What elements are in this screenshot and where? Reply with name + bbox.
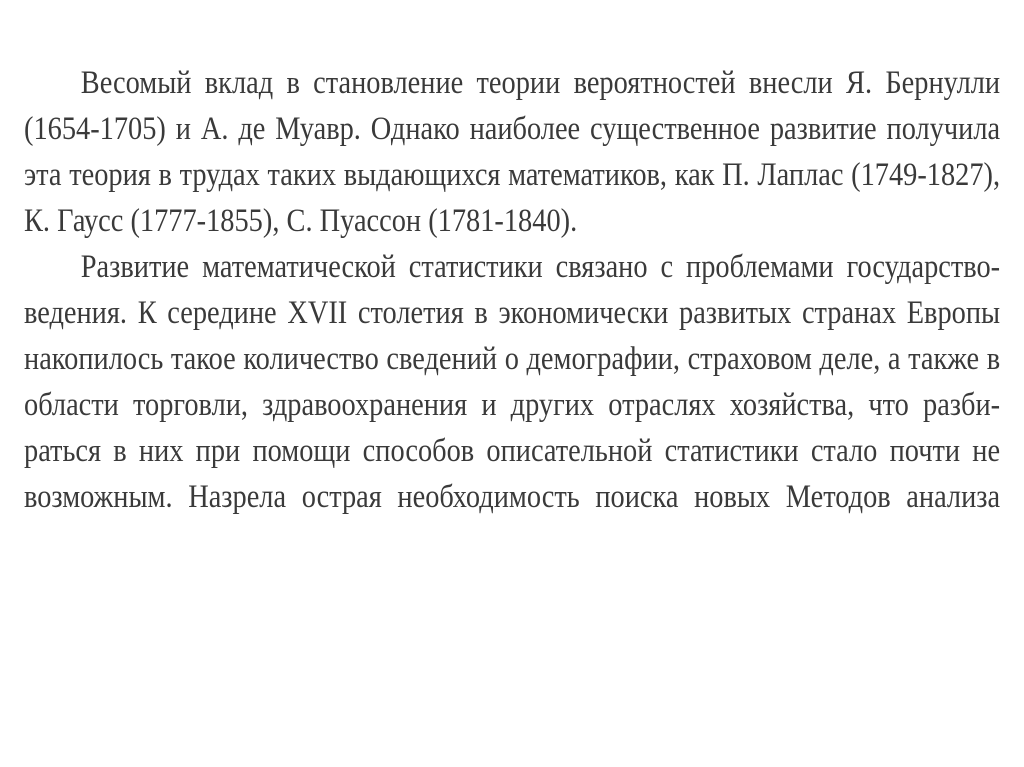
text-line: возможным. Назрела острая необходимость поиска новых Методов анализа (24, 479, 1001, 515)
paragraph-probability-history (24, 60, 1000, 244)
text-line: области торговли, здравоохранения и других отраслях хозяйства, что разби- (24, 387, 1001, 423)
body-text (24, 60, 1000, 520)
text-line: эта теория в трудах таких выдающихся математиков, как П. Лаплас (1749-1827), (24, 157, 1001, 193)
text-line: раться в них при помощи способов описательной статистики стало почти не (24, 433, 1001, 469)
paragraph-statistics-history (24, 244, 1000, 520)
text-line: Весомый вклад в становление теории вероятностей внесли Я. Бернулли (80, 65, 1001, 101)
text-line: К. Гаусс (1777-1855), С. Пуассон (1781-1840). (24, 203, 578, 239)
text-line: ведения. К середине XVII столетия в экономически развитых странах Европы (24, 295, 1001, 331)
text-line: накопилось такое количество сведений о демографии, страховом деле, а также в (24, 341, 1001, 377)
text-line: (1654-1705) и А. де Муавр. Однако наиболее существенное развитие получила (24, 111, 1001, 147)
text-line: Развитие математической статистики связано с проблемами государство- (80, 249, 1001, 285)
